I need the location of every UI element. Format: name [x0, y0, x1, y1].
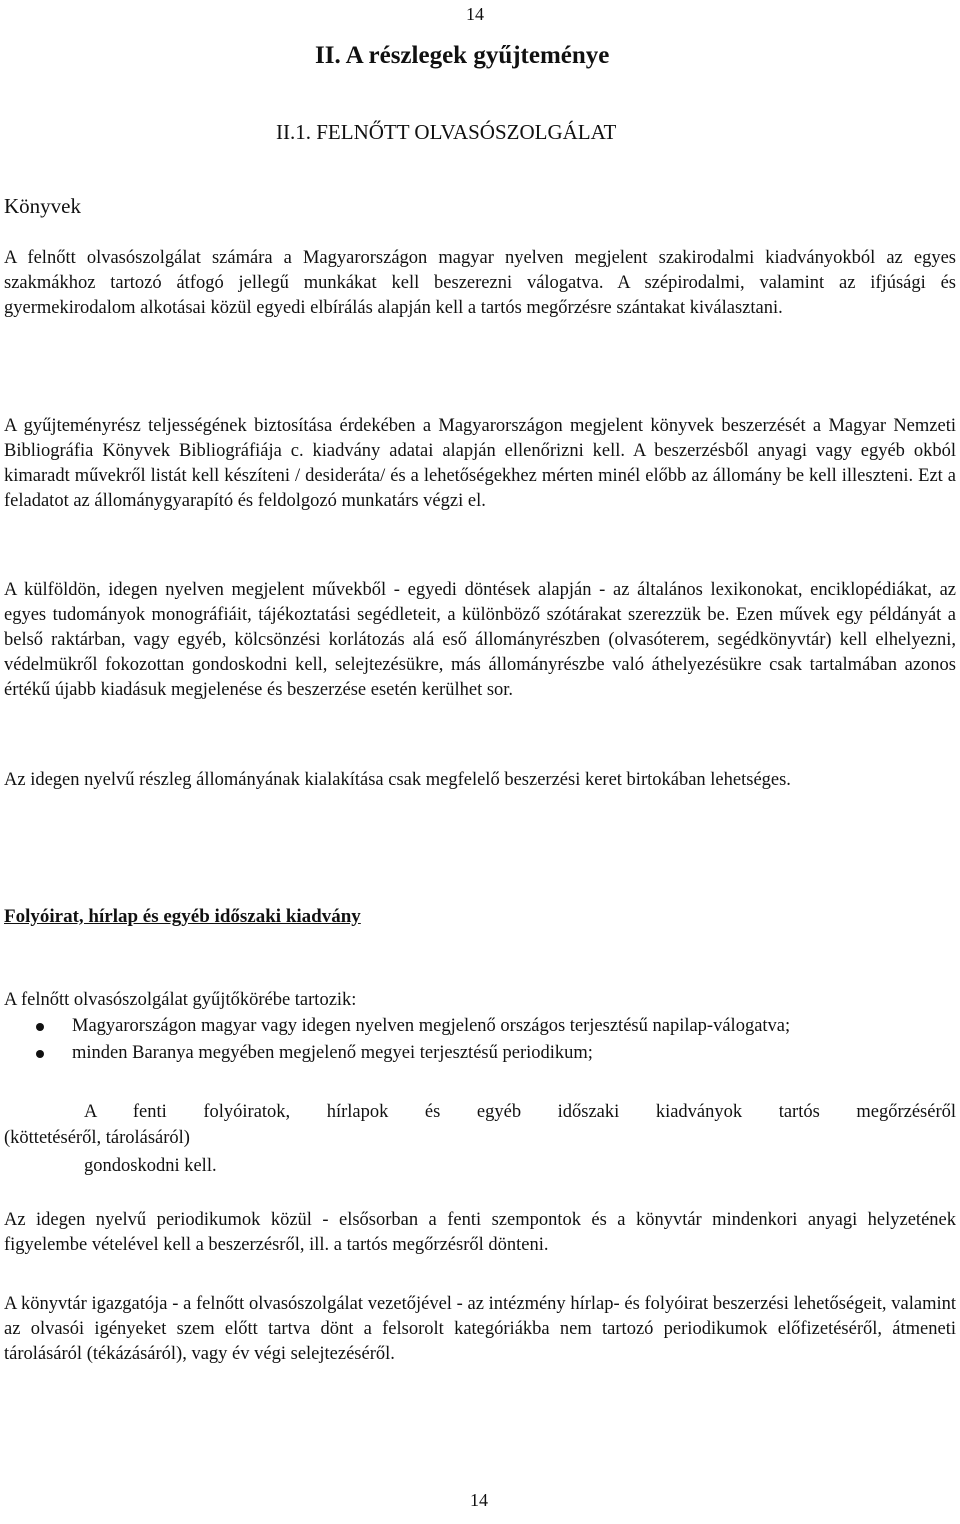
preservation-note-line-1: A fenti folyóiratok, hírlapok és egyéb időszaki kiadványok tartós megőrzéséről: [84, 1102, 956, 1122]
subsection-heading-books: Könyvek: [4, 194, 81, 218]
periodicals-intro: A felnőtt olvasószolgálat gyűjtőkörébe tartozik:: [4, 990, 357, 1010]
page-number-top: 14: [466, 4, 484, 24]
list-item-text: minden Baranya megyében megjelenő megyei terjesztésű periodikum;: [72, 1043, 593, 1063]
books-paragraph-2: A gyűjteményrész teljességének biztosítása érdekében a Magyarországon megjelent könyvek beszerzését a Magyar Nemzeti Bibliográfia Könyvek Bibliográfiája c. kiadvány adatai alapján ellenőrizni kell. A beszerzésből anyagi vagy egyéb okból kimaradt művekről listát kell készíteni / desideráta/ és a lehetőségekhez mérten minél előbb az állomány be kell illeszteni. Ezt a feladatot az állománygyarapító és feldolgozó munkatárs végzi el.: [4, 416, 956, 511]
page-number-bottom: 14: [470, 1490, 488, 1510]
periodicals-paragraph-2: A könyvtár igazgatója - a felnőtt olvasószolgálat vezetőjével - az intézmény hírlap- és folyóirat beszerzési lehetőségeit, valamint az olvasói igényeket szem előtt tartva dönt a felsorolt kategóriákba nem tartozó periodikumok előfizetéséről, átmeneti tárolásáról (tékázásáról), vagy év végi selejtezéséről.: [4, 1294, 956, 1364]
bullet-icon: [36, 1050, 44, 1058]
periodicals-paragraph-1: Az idegen nyelvű periodikumok közül - elsősorban a fenti szempontok és a könyvtár mindenkori anyagi helyzetének figyelembe vételével kell a beszerzésről, ill. a tartós megőrzésről dönteni.: [4, 1210, 956, 1255]
section-heading: II.1. FELNŐTT OLVASÓSZOLGÁLAT: [276, 120, 617, 144]
books-paragraph-4: Az idegen nyelvű részleg állományának kialakítása csak megfelelő beszerzési keret birtokában lehetséges.: [4, 770, 791, 790]
books-paragraph-3: A külföldön, idegen nyelven megjelent művekből - egyedi döntések alapján - az általános lexikonokat, enciklopédiákat, az egyes tudományok monográfiáit, tájékoztatási segédleteit, a különböző szótárakat szerezzük be. Ezen művek egy példányát a belső raktárban, vagy egyéb, kölcsönzési korlátozás alá eső állományrészben (olvasóterem, segédkönyvtár) kell elhelyezni, védelmükről fokozottan gondoskodni kell, selejtezésükre, más állományrészbe való áthelyezésükre csak tartalmában azonos értékű újabb kiadásuk megjelenése és beszerzése esetén kerülhet sor.: [4, 580, 956, 700]
periodicals-list: [4, 1014, 956, 1066]
bullet-icon: [36, 1023, 44, 1031]
books-paragraph-1: A felnőtt olvasószolgálat számára a Magyarországon magyar nyelven megjelent szakirodalmi kiadványokból az egyes szakmákhoz tartozó átfogó jellegű munkákat kell beszerezni válogatva. A szépirodalmi, valamint az ifjúsági és gyermekirodalom alkotásai közül egyedi elbírálás alapján kell a tartós megőrzésre szántakat kiválasztani.: [4, 248, 956, 318]
list-item: [4, 1014, 902, 1039]
list-item-text: Magyarországon magyar vagy idegen nyelven megjelenő országos terjesztésű napilap-válogatva;: [72, 1016, 791, 1036]
subsection-heading-periodicals: Folyóirat, hírlap és egyéb időszaki kiadvány: [4, 906, 361, 927]
page-title: II. A részlegek gyűjteménye: [315, 42, 610, 69]
list-item: [4, 1041, 956, 1066]
preservation-note-line-2: (köttetéséről, tárolásáról): [4, 1128, 190, 1148]
preservation-note-line-3: gondoskodni kell.: [84, 1156, 217, 1176]
